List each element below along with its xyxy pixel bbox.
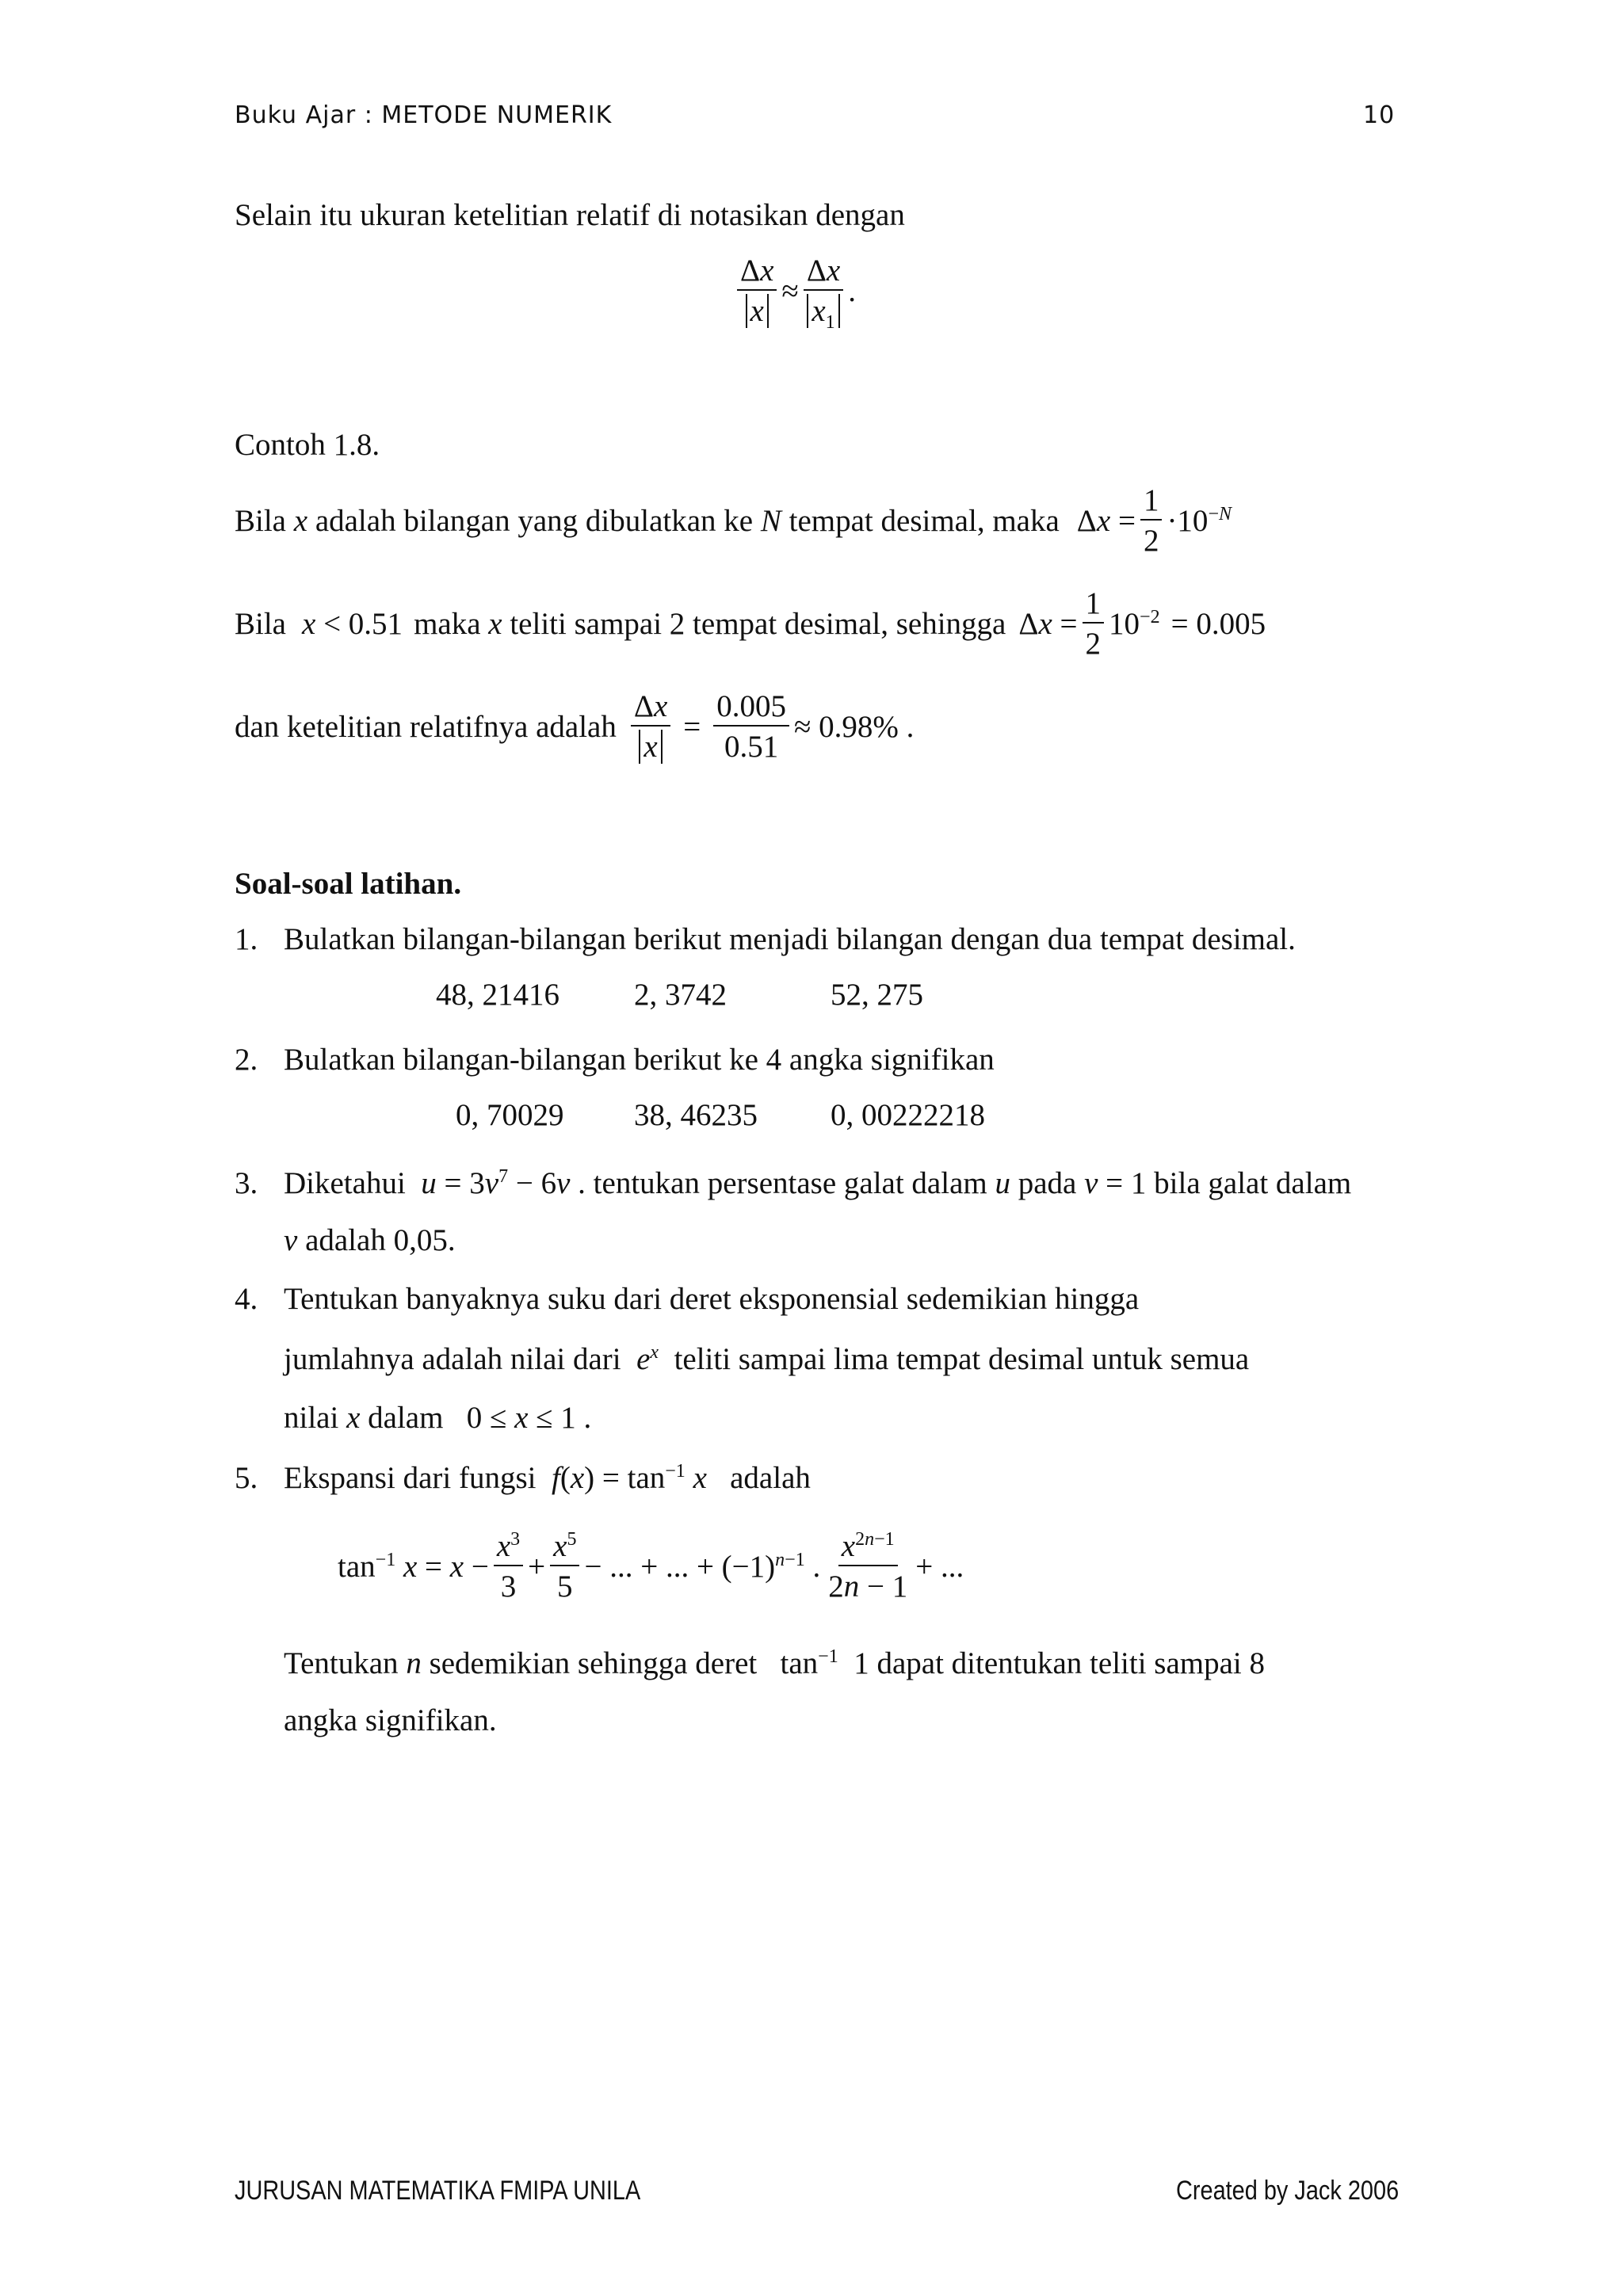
- arctan-series-formula: $\tan^{-1} x = x$ − $\frac{x^3}{3}$ + $\frac{x^5}{5}$ − ... + ... + $(-1)^{n-1}$ . $\frac{x^{2n-1}}{2n - 1}$ + ...: [338, 1529, 964, 1604]
- exercise-3-line-1: Diketahui $u = 3v^7 - 6v$ . tentukan persentase galat dalam u pada v = 1 bila galat dalam: [284, 1166, 1352, 1200]
- page-number: 10: [1363, 101, 1396, 129]
- exercise-5-line-4: angka signifikan.: [284, 1703, 497, 1737]
- header-title: Buku Ajar : METODE NUMERIK: [235, 101, 613, 129]
- exercise-5-number: 5.: [235, 1461, 258, 1495]
- exercise-1-number: 1.: [235, 922, 258, 956]
- example-line-1: Bila x adalah bilangan yang dibulatkan ke N tempat desimal, maka Δx = $\frac{1}{2}$ $\cdot 10^{-N}$: [235, 483, 1232, 558]
- exercise-4-number: 4.: [235, 1282, 258, 1316]
- intro-text: Selain itu ukuran ketelitian relatif di notasikan dengan: [235, 198, 905, 232]
- exercise-1-value-1: 48, 21416: [436, 978, 559, 1012]
- exercise-2-value-1: 0, 70029: [456, 1098, 564, 1132]
- exercise-4-line-2: jumlahnya adalah nilai dari $e^x$ teliti sampai lima tempat desimal untuk semua: [284, 1342, 1250, 1376]
- exercise-3-number: 3.: [235, 1166, 258, 1200]
- footer-left: JURUSAN MATEMATIKA FMIPA UNILA: [235, 2176, 641, 2206]
- exercise-2-value-2: 38, 46235: [634, 1098, 758, 1132]
- example-heading: Contoh 1.8.: [235, 428, 380, 462]
- exercise-2-number: 2.: [235, 1043, 258, 1077]
- exercise-2-value-3: 0, 00222218: [831, 1098, 985, 1132]
- exercise-4-line-1: Tentukan banyaknya suku dari deret eksponensial sedemikian hingga: [284, 1282, 1140, 1316]
- exercise-1-value-3: 52, 275: [831, 978, 923, 1012]
- exercise-1-value-2: 2, 3742: [634, 978, 727, 1012]
- exercise-2-text: Bulatkan bilangan-bilangan berikut ke 4 angka signifikan: [284, 1043, 995, 1077]
- exercise-5-line-3: Tentukan n sedemikian sehingga deret $\tan^{-1} 1$ dapat ditentukan teliti sampai 8: [284, 1646, 1266, 1680]
- footer-right: Created by Jack 2006: [1176, 2176, 1400, 2206]
- example-line-2: Bila x < 0.51 maka x teliti sampai 2 tempat desimal, sehingga Δx = $\frac{1}{2}$ $10^{-2}$ = 0.005: [235, 586, 1266, 661]
- exercise-5-line-1: Ekspansi dari fungsi $f(x) = \tan^{-1} x$ adalah: [284, 1461, 811, 1495]
- relative-error-formula: $\frac{\Delta x}{x}$ ≈ $\frac{\Delta x}{x_1}$ .: [732, 255, 856, 326]
- exercise-3-line-2: v adalah 0,05.: [284, 1223, 456, 1257]
- exercise-1-text: Bulatkan bilangan-bilangan berikut menjadi bilangan dengan dua tempat desimal.: [284, 922, 1296, 956]
- exercises-heading: Soal-soal latihan.: [235, 867, 462, 901]
- example-line-3: dan ketelitian relatifnya adalah $\frac{\Delta x}{x}$ = $\frac{0.005}{0.51}$ ≈ 0.98% .: [235, 689, 915, 764]
- exercise-4-line-3: nilai x dalam 0 ≤ x ≤ 1 .: [284, 1401, 592, 1435]
